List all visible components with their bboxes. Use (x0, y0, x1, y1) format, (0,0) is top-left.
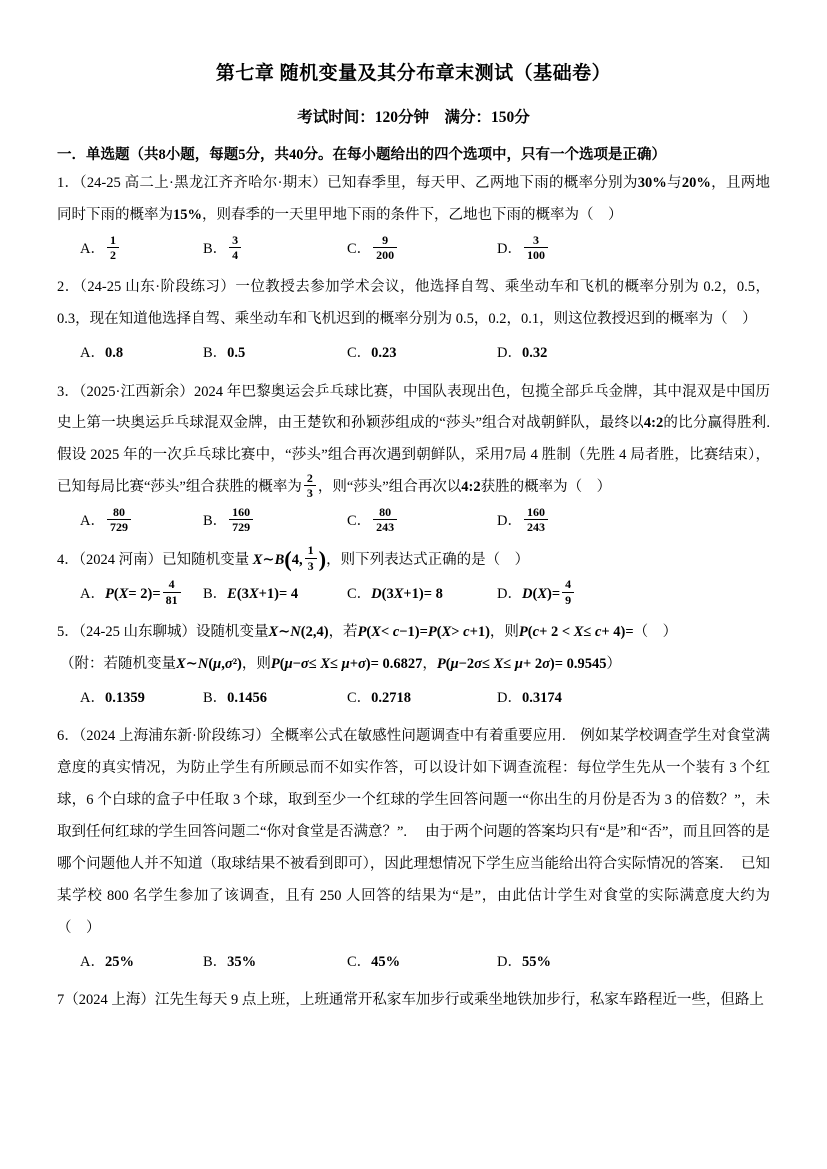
bold-text: 25% (104, 953, 134, 970)
fraction-numerator: 4 (168, 577, 175, 592)
bold-text: +1) (469, 624, 490, 641)
fraction-denominator: 4 (229, 247, 241, 262)
question-text (57, 985, 770, 1017)
bold-text: +1)= 4 (258, 585, 299, 602)
bold-text: 4:2 (461, 479, 481, 496)
options-row (57, 947, 770, 977)
fraction (304, 471, 316, 501)
bold-text: −1)= (399, 624, 428, 641)
question (57, 168, 770, 264)
options-row (57, 579, 770, 610)
question (57, 545, 770, 609)
question (57, 985, 770, 1017)
option (80, 947, 203, 977)
bold-text: 0.5 (227, 345, 246, 362)
bold-text: ( (208, 656, 214, 673)
bold-text: 4, (291, 551, 303, 568)
math-text: μ (341, 656, 350, 673)
exam-info: 考试时间：120分钟 满分：150分 (297, 109, 530, 126)
bold-text: (3 (381, 585, 394, 602)
option (497, 947, 770, 977)
options-row (57, 506, 770, 537)
option-label: B． (203, 345, 228, 362)
option-content (227, 504, 255, 535)
bold-text: )= (546, 585, 561, 602)
math-text: μ (514, 656, 523, 673)
bold-text: ( (366, 624, 372, 641)
bold-text: 0.1359 (104, 689, 145, 706)
option (80, 234, 203, 265)
option-label: B． (203, 240, 228, 257)
fraction (107, 233, 119, 263)
fraction (562, 577, 574, 607)
body-text: ，则下列表达式正确的是（ ） (326, 551, 530, 568)
option-content (105, 345, 123, 361)
body-text: 3．（2025·江西新余）2024 年巴黎奥运会乒乓球比赛，中国队表现出色，包揽全部乒乓金牌，其中混双是中国历史上第一块奥运乒乓球混双金牌，由王楚钦和孙颖莎组成的“莎头”组合对战朝鲜队，最终以 (57, 383, 770, 432)
bold-text: = 2)= (128, 585, 161, 602)
fraction (163, 577, 181, 607)
question-text (57, 377, 770, 505)
fraction-numerator: 160 (526, 504, 545, 519)
bold-text: < (380, 624, 393, 641)
fraction (524, 505, 548, 535)
math-text: X (441, 624, 452, 641)
option (80, 338, 203, 368)
bold-text: (2,4) (300, 624, 329, 641)
option-content (227, 232, 243, 262)
math-text: σ (224, 656, 233, 673)
question-text (57, 649, 770, 681)
big-paren: ) (318, 546, 327, 572)
math-text: X (493, 656, 504, 673)
math-text: P (427, 624, 437, 641)
option (347, 579, 497, 609)
math-text: D (521, 585, 533, 602)
math-text: μ (213, 656, 222, 673)
options-row (57, 683, 770, 713)
body-text: ，则春季的一天里甲地下雨的条件下，乙地也下雨的概率为（ ） (202, 206, 623, 223)
option (80, 506, 203, 537)
fraction (305, 543, 317, 573)
option-label: D． (497, 240, 522, 257)
body-text: 1．（24-25 高二上·黑龙江齐齐哈尔·期末）已知春季里，每天甲、乙两地下雨的概率分别为 (57, 175, 638, 191)
option-label: A． (80, 953, 105, 970)
option-content (522, 232, 550, 262)
page-title: 第七章 随机变量及其分布章末测试（基础卷） (215, 63, 612, 84)
bold-text: ≤ (330, 656, 342, 673)
option-label: C． (347, 513, 372, 530)
bold-text: + 2 < (539, 624, 574, 641)
bold-text: ( (279, 656, 285, 673)
question-text (57, 272, 770, 336)
bold-text: (3 (236, 585, 249, 602)
bold-text: ∼ (262, 551, 275, 568)
option (203, 234, 347, 265)
fraction-numerator: 4 (565, 577, 572, 592)
fraction-denominator: 81 (163, 592, 181, 607)
body-text: 与 (666, 175, 682, 191)
option-content (227, 690, 267, 706)
fraction (229, 505, 253, 535)
body-text: 7（2024 上海）江先生每天 9 点上班，上班通常开私家车加步行或乘坐地铁加步行，私家车路程近一些，但路上 (57, 992, 764, 1009)
math-text: σ (357, 656, 366, 673)
option (203, 947, 347, 977)
option (203, 683, 347, 713)
bold-text: + 2 (522, 656, 543, 673)
bold-text: 0.3174 (521, 689, 562, 706)
body-text: ，且两地同时下雨的概率为 (57, 175, 771, 223)
option-label: C． (347, 953, 372, 970)
option-label: B． (203, 953, 228, 970)
fraction (373, 233, 397, 263)
options-row (57, 338, 770, 368)
bold-text: 45% (371, 953, 401, 970)
body-text: 4．（2024 河南）已知随机变量 (57, 551, 253, 568)
bold-text: )= 0.6827 (365, 656, 423, 673)
bold-text: ≤ (503, 656, 515, 673)
bold-text: 30% (637, 175, 667, 191)
option-label: B． (203, 689, 228, 706)
body-text: ，则 (241, 656, 271, 673)
body-text: 获胜的概率为（ ） (480, 479, 612, 496)
option-label: D． (497, 689, 522, 706)
bold-text: 20% (681, 175, 711, 191)
bold-text: 0.8 (104, 345, 124, 362)
bold-text: 15% (173, 206, 202, 223)
bold-text: )= 0.9545 (549, 656, 607, 673)
fraction-numerator: 3 (232, 232, 239, 247)
bold-text: ( (436, 624, 442, 641)
option-label: C． (347, 689, 372, 706)
bold-text: 0.32 (521, 345, 548, 362)
option-label: D． (497, 345, 522, 362)
fraction (107, 505, 131, 535)
math-text: σ (474, 656, 482, 673)
math-text: B (274, 551, 285, 568)
fraction-numerator: 1 (307, 543, 314, 558)
option (347, 506, 497, 537)
option-content (521, 577, 576, 607)
body-text: ，若 (328, 624, 358, 641)
math-text: N (290, 624, 301, 641)
math-text: P (270, 656, 280, 673)
fraction-numerator: 9 (382, 232, 389, 247)
fraction-numerator: 80 (379, 504, 392, 519)
bold-text: ( (113, 585, 119, 602)
bold-text: 4:2 (643, 415, 664, 432)
bold-text: 0.1456 (227, 689, 268, 706)
bold-text: 0.2718 (371, 689, 412, 706)
math-text: X (248, 585, 259, 602)
fraction (373, 505, 397, 535)
fraction-denominator: 243 (373, 519, 397, 534)
option-content (371, 690, 411, 706)
bold-text: ( (445, 656, 451, 673)
option-label: A． (80, 240, 105, 257)
fraction (229, 233, 241, 263)
body-text: ， (422, 656, 437, 673)
math-text: X (371, 624, 381, 641)
math-text: X (393, 585, 404, 602)
math-text: E (227, 585, 237, 602)
bold-text: 35% (227, 953, 257, 970)
option-content (522, 345, 547, 361)
option-label: D． (497, 513, 522, 530)
option-label: A． (80, 513, 105, 530)
bold-text: + (349, 656, 358, 673)
option-content (522, 954, 551, 970)
math-text: μ (284, 656, 293, 673)
bold-text: > (451, 624, 464, 641)
option-content (104, 577, 183, 607)
math-text: P (518, 624, 528, 641)
bold-text: , (221, 656, 225, 673)
option-label: C． (347, 240, 372, 257)
option-label: A． (80, 585, 105, 602)
bold-text: ≤ (482, 656, 494, 673)
body-text: 5．（24-25 山东聊城）设随机变量 (57, 624, 269, 641)
option-content (105, 954, 134, 970)
fraction-denominator: 729 (107, 519, 131, 534)
fraction-denominator: 243 (524, 519, 548, 534)
math-text: X (573, 624, 584, 641)
math-text: P (104, 585, 114, 602)
question-text (57, 617, 770, 649)
bold-text: ∼ (278, 624, 291, 641)
bold-text: + 4)= (601, 624, 634, 641)
math-text: c (532, 624, 540, 641)
option-content (105, 504, 133, 535)
option (203, 579, 347, 609)
math-text: c (392, 624, 400, 641)
question-text (57, 721, 770, 944)
option-label: C． (347, 345, 372, 362)
option-content (227, 954, 256, 970)
bold-text: ≤ (583, 624, 595, 641)
question (57, 617, 770, 713)
option-content (522, 504, 550, 535)
math-text: P (357, 624, 367, 641)
fraction-denominator: 729 (229, 519, 253, 534)
math-text: N (197, 656, 209, 673)
bold-text: ∼ (185, 656, 198, 673)
fraction-numerator: 160 (232, 504, 251, 519)
option-content (227, 345, 245, 361)
option-label: A． (80, 345, 105, 362)
option-label: B． (203, 585, 228, 602)
math-text: X (252, 551, 263, 568)
body-text: ，则“莎头”组合再次以 (317, 479, 462, 496)
fraction-denominator: 9 (562, 592, 574, 607)
body-text: 6．（2024 上海浦东新·阶段练习）全概率公式在敏感性问题调查中有着重要应用. 例如某学校调查学生对食堂满意度的真实情况，为防止学生有所顾忌而不如实作答，可以设计如下调查流程：每位学生先从一个装有 3 个红球，6 个白球的盒子中任取 3 个球，取到至少一个红球的学生回答问题一“你出生的月份是否为 3 的倍数？”，未取到任何红球的学生回答问题二“你对食堂是否满意？”. 由于两个问题的答案均只有“是”和“否”，而且回答的是哪个问题他人并不知道（取球结果不被看到即可），因此理想情况下学生应当能给出符合实际情况的答案． 已知某学校 800 名学生参加了该调查，且有 250 人回答的结果为“是”，由此估计学生对食堂的实际满意度大约为（ ） (57, 728, 770, 936)
math-text: D (371, 585, 382, 602)
option (497, 506, 770, 537)
math-text: σ (300, 656, 309, 673)
fraction-numerator: 1 (109, 232, 116, 247)
math-text: X (537, 585, 547, 602)
question (57, 272, 770, 368)
math-text: X (320, 656, 331, 673)
option (497, 579, 770, 610)
option (347, 338, 497, 368)
math-text: X (268, 624, 279, 641)
fraction-denominator: 2 (107, 247, 119, 262)
body-text: ） (606, 656, 621, 673)
option (203, 338, 347, 368)
body-text: （附：若随机变量 (60, 656, 176, 673)
fraction-numerator: 3 (532, 232, 539, 247)
option (347, 947, 497, 977)
option-content (371, 504, 399, 535)
bold-text: 55% (521, 953, 551, 970)
math-text: c (594, 624, 602, 641)
fraction-denominator: 3 (304, 485, 316, 500)
option (497, 683, 770, 713)
fraction-numerator: 80 (112, 504, 125, 519)
section-header: 一．单选题（共8小题，每题5分，共40分。在每小题给出的四个选项中，只有一个选项是正确） (57, 147, 666, 163)
option-content (227, 586, 298, 602)
math-text: σ (542, 656, 550, 673)
option-content (371, 345, 396, 361)
bold-text: −2 (458, 656, 475, 673)
option (347, 234, 497, 265)
question-text (57, 545, 770, 577)
option-label: D． (497, 585, 522, 602)
option (347, 683, 497, 713)
question-text (57, 168, 770, 232)
option-content (105, 232, 121, 262)
big-paren: ( (284, 546, 292, 572)
math-text: X (176, 656, 186, 673)
option-content (105, 690, 145, 706)
body-text: （ ） (633, 624, 678, 641)
bold-text: ≤ (308, 656, 321, 673)
bold-text: +1)= 8 (403, 585, 443, 602)
bold-text: ( (527, 624, 533, 641)
option-content (371, 954, 400, 970)
body-text: ，则 (489, 624, 519, 641)
option-content (371, 586, 443, 602)
bold-text: 0.23 (371, 345, 397, 362)
option-label: A． (80, 689, 105, 706)
option (80, 579, 203, 610)
option (497, 338, 770, 368)
option (203, 506, 347, 537)
option-label: B． (203, 513, 228, 530)
body-text: 的比分赢得胜利.假设 2025 年的一次乒乓球比赛中，“莎头”组合再次遇到朝鲜队，采用7局 4 胜制（先胜 4 局者胜，比赛结束），已知每局比赛“莎头”组合获胜的概率为 (57, 415, 771, 496)
option (497, 234, 770, 265)
math-text: P (436, 656, 446, 673)
option (80, 683, 203, 713)
option-label: C． (347, 585, 372, 602)
questions (57, 168, 770, 1017)
options-row (57, 234, 770, 265)
option-content (522, 690, 562, 706)
question (57, 377, 770, 537)
fraction-denominator: 3 (305, 558, 317, 573)
body-text: 2．（24-25 山东·阶段练习）一位教授去参加学术会议，他选择自驾、乘坐动车和飞机的概率分别为 0.2，0.5，0.3，现在知道他选择自驾、乘坐动车和飞机迟到的概率分别为 0.5，0.2，0.1，则这位教授迟到的概率为（ ） (57, 279, 770, 328)
bold-text: − (292, 656, 301, 673)
bold-text: ( (532, 585, 538, 602)
question (57, 721, 770, 977)
math-text: X (118, 585, 129, 602)
fraction-denominator: 100 (524, 247, 548, 262)
math-text: μ (450, 656, 459, 673)
fraction-numerator: 2 (306, 471, 313, 486)
bold-text: ²) (232, 656, 242, 673)
fraction-denominator: 200 (373, 247, 397, 262)
fraction (524, 233, 548, 263)
option-content (371, 232, 399, 262)
option-label: D． (497, 953, 522, 970)
math-text: c (463, 624, 470, 641)
